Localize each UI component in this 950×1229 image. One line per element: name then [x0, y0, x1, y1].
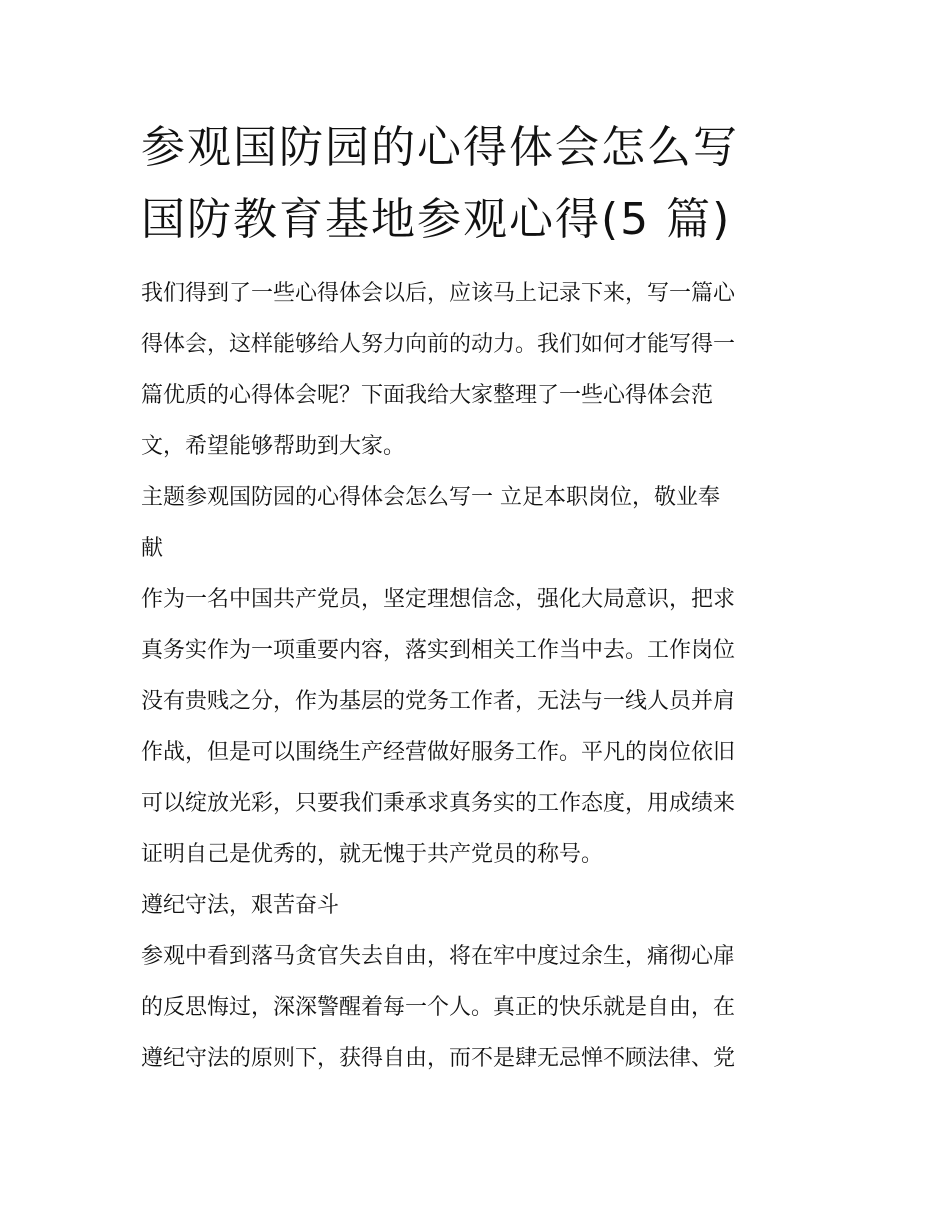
paragraph-line: 参观中看到落马贪官失去自由，将在牢中度过余生，痛彻心扉 — [141, 944, 736, 969]
paragraph-line: 遵纪守法的原则下，获得自由，而不是肆无忌惮不顾法律、党 — [141, 1046, 736, 1071]
title-line: 国防教育基地参观心得(5 篇) — [141, 194, 732, 245]
title-line: 参观国防园的心得体会怎么写 — [141, 122, 739, 173]
document-title — [141, 112, 816, 256]
paragraph-line: 主题参观国防园的心得体会怎么写一 立足本职岗位，敬业奉 — [141, 485, 720, 510]
paragraph-line: 作战，但是可以围绕生产经营做好服务工作。平凡的岗位依旧 — [141, 740, 736, 765]
paragraph-line: 证明自己是优秀的，就无愧于共产党员的称号。 — [141, 842, 604, 867]
paragraph-line: 献 — [141, 536, 164, 561]
body-paragraph — [141, 931, 816, 1084]
paragraph-line: 真务实作为一项重要内容，落实到相关工作当中去。工作岗位 — [141, 638, 736, 663]
paragraph-line: 遵纪守法，艰苦奋斗 — [141, 893, 340, 918]
paragraph-line: 文，希望能够帮助到大家。 — [141, 434, 406, 459]
intro-paragraph — [141, 268, 816, 472]
paragraph-line: 的反思悔过，深深警醒着每一个人。真正的快乐就是自由，在 — [141, 995, 736, 1020]
paragraph-line: 我们得到了一些心得体会以后，应该马上记录下来，写一篇心 — [141, 281, 736, 306]
paragraph-line: 作为一名中国共产党员，坚定理想信念，强化大局意识，把求 — [141, 587, 736, 612]
paragraph-line: 篇优质的心得体会呢？下面我给大家整理了一些心得体会范 — [141, 383, 714, 408]
body-paragraph — [141, 574, 816, 880]
section-heading-paragraph — [141, 472, 816, 574]
paragraph-line: 可以绽放光彩，只要我们秉承求真务实的工作态度，用成绩来 — [141, 791, 736, 816]
paragraph-line: 得体会，这样能够给人努力向前的动力。我们如何才能写得一 — [141, 332, 736, 357]
document-body — [141, 112, 816, 1084]
subheading-paragraph — [141, 880, 816, 931]
paragraph-line: 没有贵贱之分，作为基层的党务工作者，无法与一线人员并肩 — [141, 689, 736, 714]
